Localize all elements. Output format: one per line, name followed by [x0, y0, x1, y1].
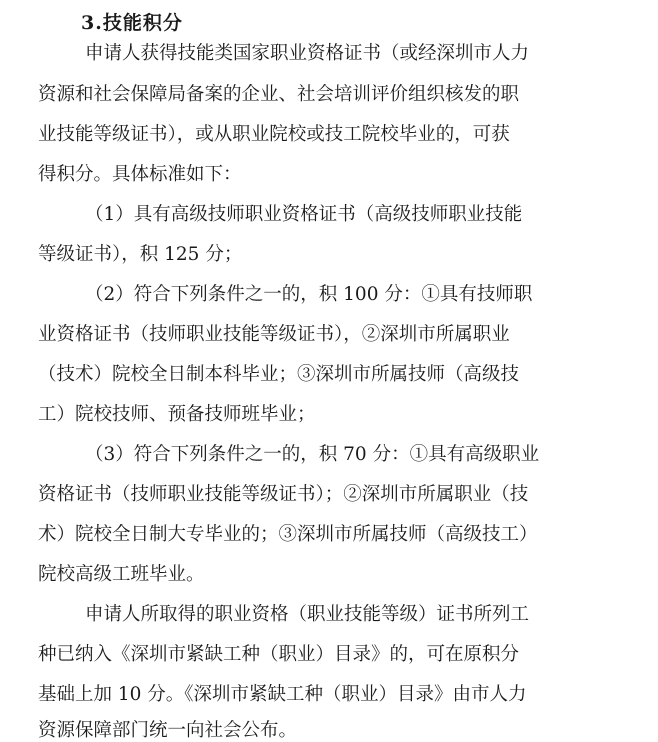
list-item-line: （2）符合下列条件之一的，积 100 分：①具有技师职	[85, 284, 533, 305]
list-item-line: （1）具有高级技师职业资格证书（高级技师职业技能	[85, 204, 523, 225]
paragraph-line: 基础上加 10 分。《深圳市紧缺工种（职业）目录》由市人力	[38, 684, 527, 705]
list-item-line: （技术）院校全日制本科毕业；③深圳市所属技师（高级技	[38, 364, 520, 385]
paragraph-line: 资源和社会保障局备案的企业、社会培训评价组织核发的职	[38, 84, 520, 105]
section-heading: 3.技能积分	[81, 12, 183, 34]
paragraph-line: 种已纳入《深圳市紧缺工种（职业）目录》的，可在原积分	[38, 644, 520, 665]
list-item-line: 术）院校全日制大专毕业的；③深圳市所属技师（高级技工）	[38, 524, 538, 545]
paragraph-line: 得积分。具体标准如下：	[38, 164, 242, 185]
paragraph-line: 申请人所取得的职业资格（职业技能等级）证书所列工	[85, 604, 530, 625]
paragraph-line: 业技能等级证书），或从职业院校或技工院校毕业的，可获	[38, 124, 510, 145]
paragraph-line: 申请人获得技能类国家职业资格证书（或经深圳市人力	[85, 43, 530, 64]
list-item-line: 工）院校技师、预备技师班毕业；	[38, 404, 316, 425]
list-item-line: （3）符合下列条件之一的，积 70 分：①具有高级职业	[85, 444, 540, 465]
list-item-line: 资格证书（技师职业技能等级证书）；②深圳市所属职业（技	[38, 484, 529, 505]
list-item-line: 等级证书），积 125 分；	[38, 244, 243, 265]
list-item-line: 院校高级工班毕业。	[38, 564, 205, 585]
list-item-line: 业资格证书（技师职业技能等级证书），②深圳市所属职业	[38, 324, 510, 345]
paragraph-line: 资源保障部门统一向社会公布。	[38, 720, 298, 741]
